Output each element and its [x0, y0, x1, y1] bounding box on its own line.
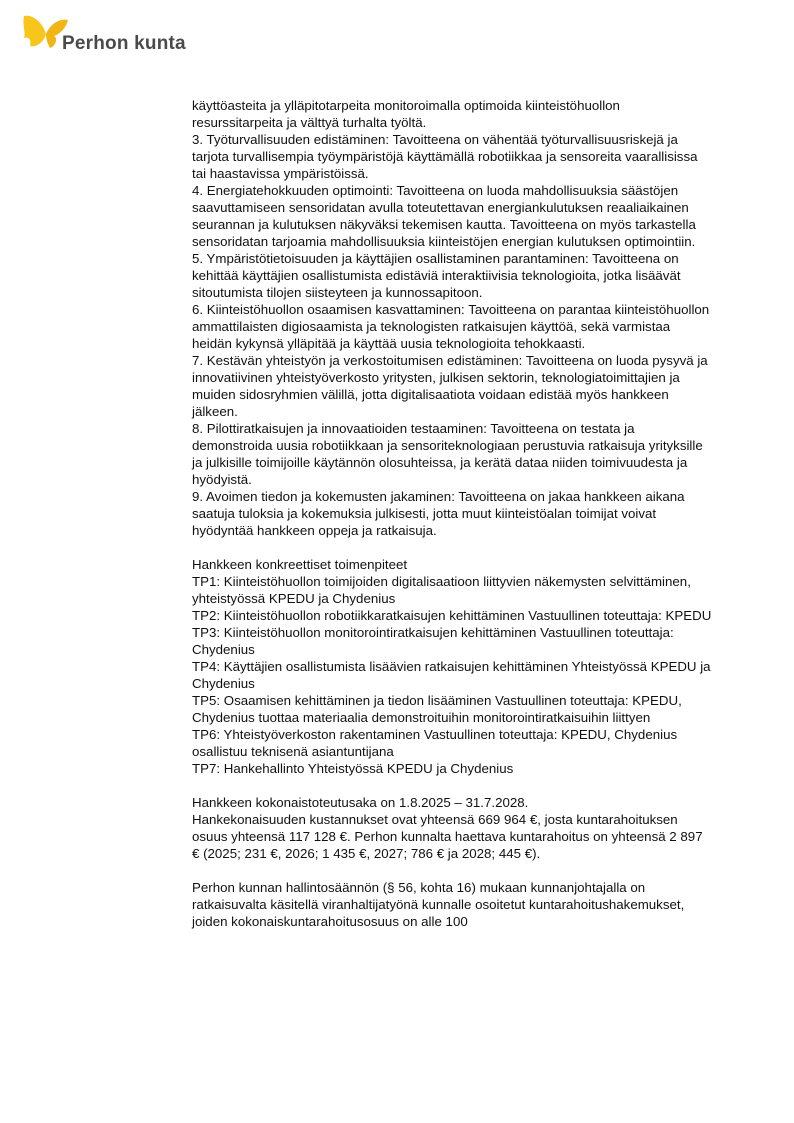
paragraph-objective-cont: käyttöasteita ja ylläpitotarpeita monitoroimalla optimoida kiinteistöhuollon resurssitarpeita ja välttyä turhalta työltä.	[192, 98, 620, 130]
action-tp2: TP2: Kiinteistöhuollon robotiikkaratkaisujen kehittäminen Vastuullinen toteuttaja: KPEDU	[192, 608, 712, 623]
schedule-paragraph: Hankkeen kokonaistoteutusaka on 1.8.2025 – 31.7.2028.	[192, 795, 529, 810]
actions-heading: Hankkeen konkreettiset toimenpiteet	[192, 557, 408, 572]
decision-paragraph: Perhon kunnan hallintosäännön (§ 56, kohta 16) mukaan kunnanjohtajalla on ratkaisuvalta käsitellä viranhaltijatyönä kunnalle osoitetut kuntarahoitushakemukset, joiden kokonaiskuntarahoitusosuus on alle 100	[192, 880, 685, 929]
paragraph-objective-3: 3. Työturvallisuuden edistäminen: Tavoitteena on vähentää työturvallisuusriskejä ja tarjota turvallisempia työympäristöjä käyttämällä robotiikkaa ja sensoreita vaarallisissa tai haastavissa ympäristöissä.	[192, 132, 698, 181]
action-tp5: TP5: Osaamisen kehittäminen ja tiedon lisääminen Vastuullinen toteuttaja: KPEDU, Chydenius tuottaa materiaalia demonstroituihin monitorointiratkaisuihin liittyen	[192, 693, 682, 725]
action-tp3: TP3: Kiinteistöhuollon monitorointiratkaisujen kehittäminen Vastuullinen toteuttaja: Chydenius	[192, 625, 674, 657]
paragraph-objective-4: 4. Energiatehokkuuden optimointi: Tavoitteena on luoda mahdollisuuksia säästöjen saavuttamiseen sensoridatan avulla toteutettavan energiankulutuksen reaaliaikainen seurannan ja kulutuksen näkyväksi tekemisen kautta. Tavoitteena on myös tarkastella sensoridatan tarjoamia mahdollisuuksia kiinteistöjen energian kulutuksen optimointiin.	[192, 183, 696, 249]
action-tp6: TP6: Yhteistyöverkoston rakentaminen Vastuullinen toteuttaja: KPEDU, Chydenius osallistuu teknisenä asiantuntijana	[192, 727, 678, 759]
action-tp1: TP1: Kiinteistöhuollon toimijoiden digitalisaatioon liittyvien näkemysten selvittäminen, yhteistyössä KPEDU ja Chydenius	[192, 574, 691, 606]
paragraph-objective-9: 9. Avoimen tiedon ja kokemusten jakaminen: Tavoitteena on jakaa hankkeen aikana saatuja tuloksia ja kokemuksia julkisesti, jotta muut kiinteistöalan toimijat voivat hyödyntää hankkeen oppeja ja ratkaisuja.	[192, 489, 685, 538]
funding-paragraph: Hankekonaisuuden kustannukset ovat yhteensä 669 964 €, josta kuntarahoituksen osuus yhteensä 117 128 €. Perhon kunnalta haettava kuntarahoitus on yhteensä 2 897 € (2025; 231 €, 2026; 1 435 €, 2027; 786 € ja 2028; 445 €).	[192, 812, 703, 861]
action-tp4: TP4: Käyttäjien osallistumista lisäävien ratkaisujen kehittäminen Yhteistyössä KPEDU ja Chydenius	[192, 659, 711, 691]
paragraph-objective-7: 7. Kestävän yhteistyön ja verkostoitumisen edistäminen: Tavoitteena on luoda pysyvä ja innovatiivinen yhteistyöverkosto yritysten, julkisen sektorin, teknologiatoimittajien ja muiden sidosryhmien välillä, jotta digitalisaatiota voidaan edistää myös hankkeen jälkeen.	[192, 353, 708, 419]
paragraph-objective-5: 5. Ympäristötietoisuuden ja käyttäjien osallistaminen parantaminen: Tavoitteena on kehittää käyttäjien osallistumista edistäviä interaktiivisia teknologioita, jotka lisäävät sitoutumista tilojen siisteyteen ja kunnossapitoon.	[192, 251, 681, 300]
paragraph-objective-8: 8. Pilottiratkaisujen ja innovaatioiden testaaminen: Tavoitteena on testata ja demonstroida uusia robotiikkaan ja sensoriteknologiaan perustuvia ratkaisuja yrityksille ja julkisille toimijoille käytännön olosuhteissa, ja kerätä dataa niiden toimivuudesta ja hyödyistä.	[192, 421, 703, 487]
perho-logo	[20, 12, 186, 60]
paragraph-objective-6: 6. Kiinteistöhuollon osaamisen kasvattaminen: Tavoitteena on parantaa kiinteistöhuollon ammattilaisten digiosaamista ja teknologisten ratkaisujen käyttöä, sekä varmistaa heidän kykynsä ylläpitää ja käyttää uusia teknologioita tehokkaasti.	[192, 302, 710, 351]
logo-text: Perhon kunta	[62, 33, 186, 54]
document-body	[192, 97, 712, 930]
action-tp7: TP7: Hankehallinto Yhteistyössä KPEDU ja Chydenius	[192, 761, 514, 776]
